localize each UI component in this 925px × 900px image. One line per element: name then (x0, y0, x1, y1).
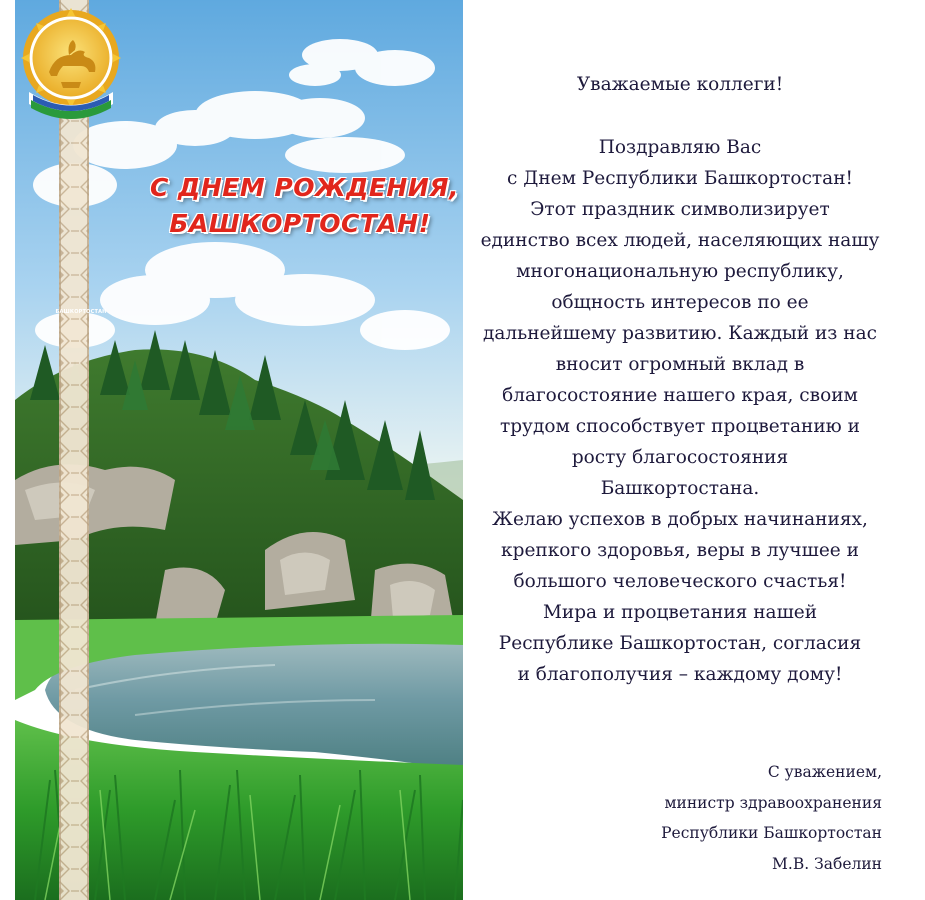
title-line-1: С ДНЕМ РОЖДЕНИЯ, (150, 173, 460, 202)
letter-line: и благополучия – каждому дому! (517, 664, 843, 685)
letter-text (470, 70, 890, 690)
signature-block (661, 757, 882, 879)
emblem-label: БАШКОРТОСТАН (55, 309, 107, 315)
letter-line: вносит огромный вклад в (555, 354, 805, 375)
ornament-band (59, 0, 89, 900)
bashkortostan-emblem (15, 0, 127, 126)
letter-line: Республике Башкортостан, согласия (498, 633, 862, 654)
letter-line: благосостояние нашего края, своим (502, 385, 858, 406)
landscape-illustration (15, 0, 463, 900)
letter-greeting: Уважаемые коллеги! (576, 74, 784, 95)
letter-line: большого человеческого счастья! (513, 571, 847, 592)
letter-line: крепкого здоровья, веры в лучшее и (501, 540, 859, 561)
letter-line: росту благосостояния (571, 447, 789, 468)
signature-line: министр здравоохранения (664, 793, 882, 812)
letter-line: единство всех людей, населяющих нашу (480, 230, 880, 251)
signature-line: С уважением, (767, 763, 882, 781)
title-line-2: БАШКОРТОСТАН! (169, 209, 431, 238)
letter-line: Желаю успехов в добрых начинаниях, (492, 509, 868, 530)
letter-line: многонациональную республику, (516, 261, 844, 282)
letter-line: трудом способствует процветанию и (499, 416, 860, 437)
letter-line: Этот праздник символизирует (530, 199, 830, 220)
landscape-panel (15, 0, 463, 900)
letter-body (470, 132, 890, 690)
letter-line: общность интересов по ее (551, 292, 809, 313)
letter-line: Башкортостана. (600, 478, 760, 499)
letter-line: Поздравляю Вас (598, 137, 762, 158)
signature-line: Республики Башкортостан (661, 824, 882, 842)
letter-line: Мира и процветания нашей (542, 602, 818, 623)
card-title (150, 170, 460, 242)
letter-line: дальнейшему развитию. Каждый из нас (482, 323, 877, 344)
signature-name: М.В. Забелин (772, 854, 882, 873)
letter-line: с Днем Республики Башкортостан! (507, 168, 853, 189)
